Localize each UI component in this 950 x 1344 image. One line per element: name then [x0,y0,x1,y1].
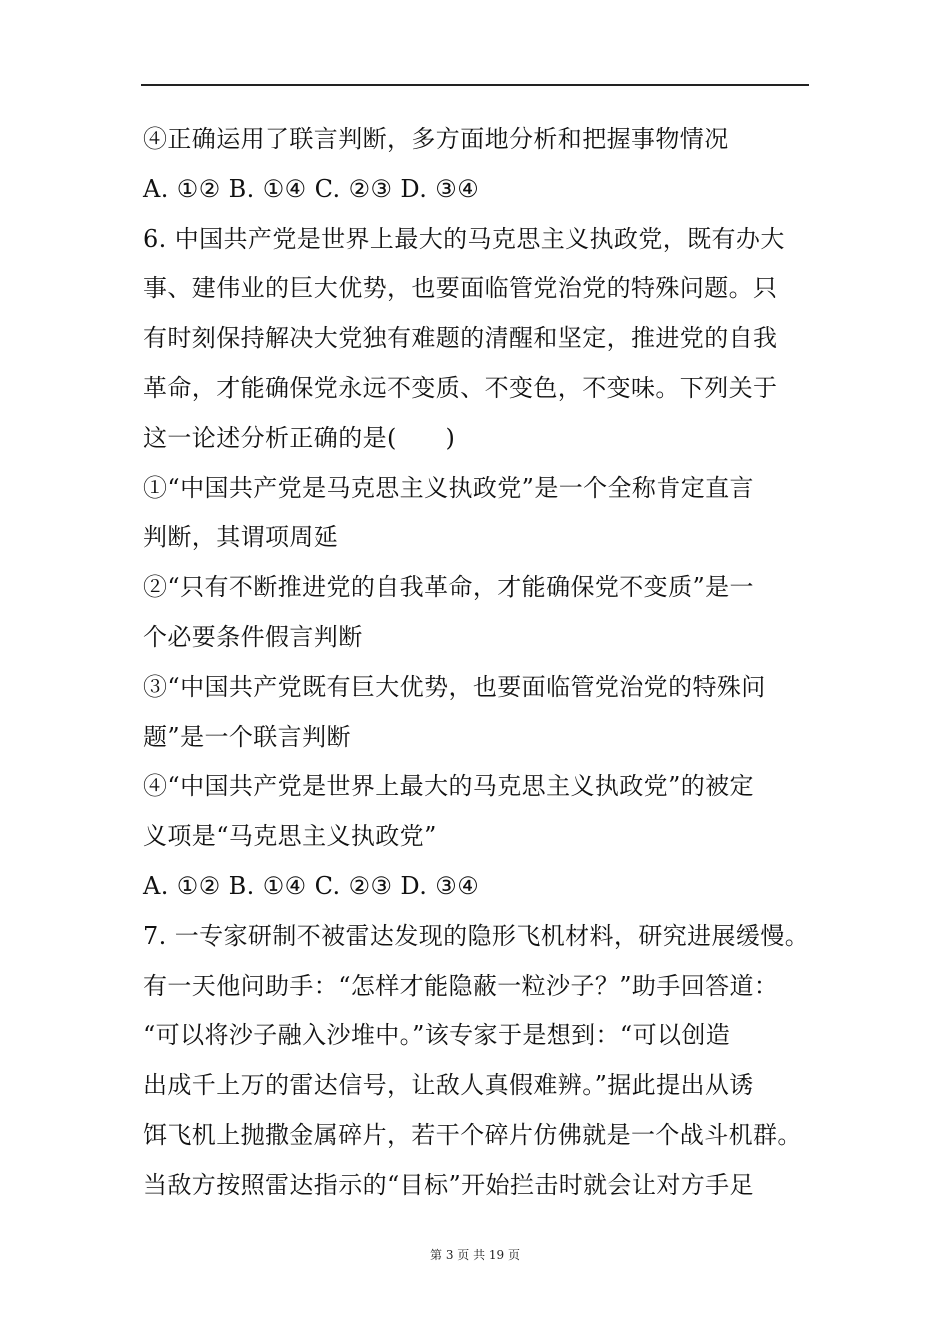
question-7-text: “可以将沙子融入沙堆中。”该专家于是想到：“可以创造 [143,1021,731,1050]
question-7-text: 出成千上万的雷达信号，让敌人真假难辨。”据此提出从诱 [143,1071,754,1100]
answer-options: A. ①② B. ①④ C. ②③ D. ③④ [143,174,480,203]
option-4: ④“中国共产党是世界上最大的马克思主义执政党”的被定 [143,772,754,801]
document-body [143,115,815,1211]
question-6-text: 这一论述分析正确的是( ) [143,423,456,452]
option-3: ③“中国共产党既有巨大优势，也要面临管党治党的特殊问 [143,672,766,701]
question-7-text: 有一天他问助手：“怎样才能隐蔽一粒沙子？”助手回答道： [143,971,779,1000]
option-4: 义项是“马克思主义执政党” [143,822,437,851]
option-1: ①“中国共产党是马克思主义执政党”是一个全称肯定直言 [143,473,754,502]
option-2: 个必要条件假言判断 [143,622,363,651]
text-line: ④正确运用了联言判断，多方面地分析和把握事物情况 [143,125,729,153]
question-6-text: 6. 中国共产党是世界上最大的马克思主义执政党，既有办大 [143,224,785,253]
option-3: 题”是一个联言判断 [143,722,351,751]
question-7-text: 当敌方按照雷达指示的“目标”开始拦击时就会让对方手足 [143,1170,754,1199]
option-1: 判断，其谓项周延 [143,523,339,552]
question-6-text: 事、建伟业的巨大优势，也要面临管党治党的特殊问题。只 [143,274,778,303]
question-7-text: 7. 一专家研制不被雷达发现的隐形飞机材料，研究进展缓慢。 [143,921,810,950]
question-6-text: 有时刻保持解决大党独有难题的清醒和坚定，推进党的自我 [143,324,778,353]
question-6-text: 革命，才能确保党永远不变质、不变色，不变味。下列关于 [143,373,778,402]
header-rule [141,84,809,86]
page-number-footer: 第 3 页 共 19 页 [430,1248,520,1262]
option-2: ②“只有不断推进党的自我革命，才能确保党不变质”是一 [143,573,754,602]
answer-options: A. ①② B. ①④ C. ②③ D. ③④ [143,871,480,900]
question-7-text: 饵飞机上抛撒金属碎片，若干个碎片仿佛就是一个战斗机群。 [143,1120,802,1149]
